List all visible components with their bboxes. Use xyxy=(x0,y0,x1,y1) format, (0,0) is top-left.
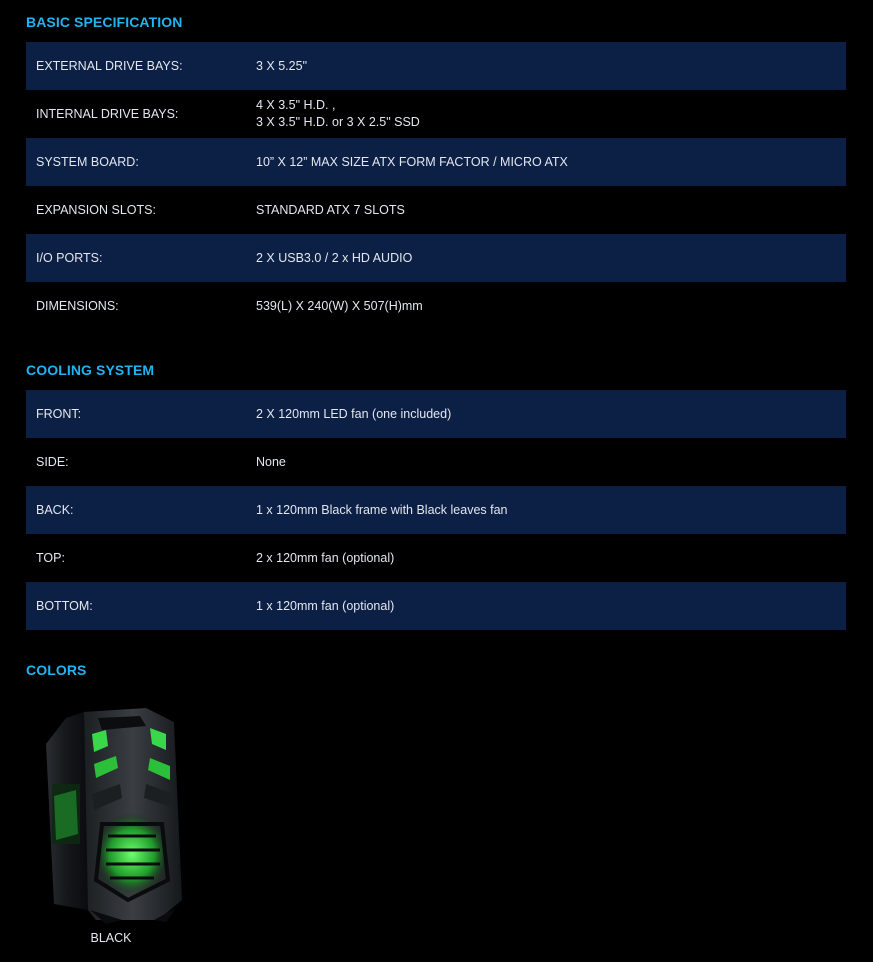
basic-specification-table xyxy=(26,42,846,330)
cooling-system-title: COOLING SYSTEM xyxy=(26,362,155,378)
spec-value xyxy=(256,390,451,438)
spec-value xyxy=(256,186,405,234)
spec-row-expansion-slots xyxy=(26,186,846,234)
spec-value xyxy=(256,486,508,534)
spec-row-top xyxy=(26,534,846,582)
spec-row-back xyxy=(26,486,846,534)
spec-value xyxy=(256,234,412,282)
basic-specification-title: BASIC SPECIFICATION xyxy=(26,14,183,30)
spec-value-line: 1 x 120mm fan (optional) xyxy=(256,598,395,613)
spec-row-front xyxy=(26,390,846,438)
spec-value xyxy=(256,582,394,630)
color-label-black: BLACK xyxy=(90,931,132,945)
spec-value xyxy=(256,90,420,138)
spec-value-line: 539(L) X 240(W) X 507(H)mm xyxy=(256,298,423,313)
pc-case-image xyxy=(36,704,186,926)
spec-value-line: 2 x 120mm fan (optional) xyxy=(256,550,395,565)
spec-label: EXTERNAL DRIVE BAYS: xyxy=(36,59,183,73)
spec-label: SIDE: xyxy=(36,455,69,469)
spec-label: I/O PORTS: xyxy=(36,251,103,265)
spec-label: EXPANSION SLOTS: xyxy=(36,203,156,217)
spec-value-line: STANDARD ATX 7 SLOTS xyxy=(256,202,405,217)
spec-label: BACK: xyxy=(36,503,74,517)
spec-value xyxy=(256,42,307,90)
spec-value xyxy=(256,438,286,486)
spec-row-system-board xyxy=(26,138,846,186)
spec-label: INTERNAL DRIVE BAYS: xyxy=(36,107,179,121)
spec-label: DIMENSIONS: xyxy=(36,299,119,313)
spec-value-line: 3 X 5.25" xyxy=(256,58,308,73)
spec-label: TOP: xyxy=(36,551,65,565)
spec-row-dimensions xyxy=(26,282,846,330)
cooling-system-table xyxy=(26,390,846,630)
spec-value-line: 3 X 3.5" H.D. or 3 X 2.5" SSD xyxy=(256,115,420,129)
spec-label: BOTTOM: xyxy=(36,599,93,613)
spec-value xyxy=(256,534,394,582)
spec-row-side xyxy=(26,438,846,486)
spec-label: FRONT: xyxy=(36,407,82,421)
spec-value-line: 2 X 120mm LED fan (one included) xyxy=(256,406,452,421)
spec-row-internal-drive-bays xyxy=(26,90,846,138)
spec-value-line: 4 X 3.5" H.D. , xyxy=(256,98,336,112)
spec-value-line: 2 X USB3.0 / 2 x HD AUDIO xyxy=(256,250,413,265)
spec-row-external-drive-bays xyxy=(26,42,846,90)
spec-label: SYSTEM BOARD: xyxy=(36,155,139,169)
spec-row-io-ports xyxy=(26,234,846,282)
spec-value-line: 10” X 12” MAX SIZE ATX FORM FACTOR / MICRO ATX xyxy=(256,154,568,169)
spec-value-line: None xyxy=(256,454,286,469)
spec-value-line: 1 x 120mm Black frame with Black leaves fan xyxy=(256,502,508,517)
spec-row-bottom xyxy=(26,582,846,630)
spec-value xyxy=(256,138,568,186)
spec-value xyxy=(256,282,423,330)
colors-title: COLORS xyxy=(26,662,87,678)
